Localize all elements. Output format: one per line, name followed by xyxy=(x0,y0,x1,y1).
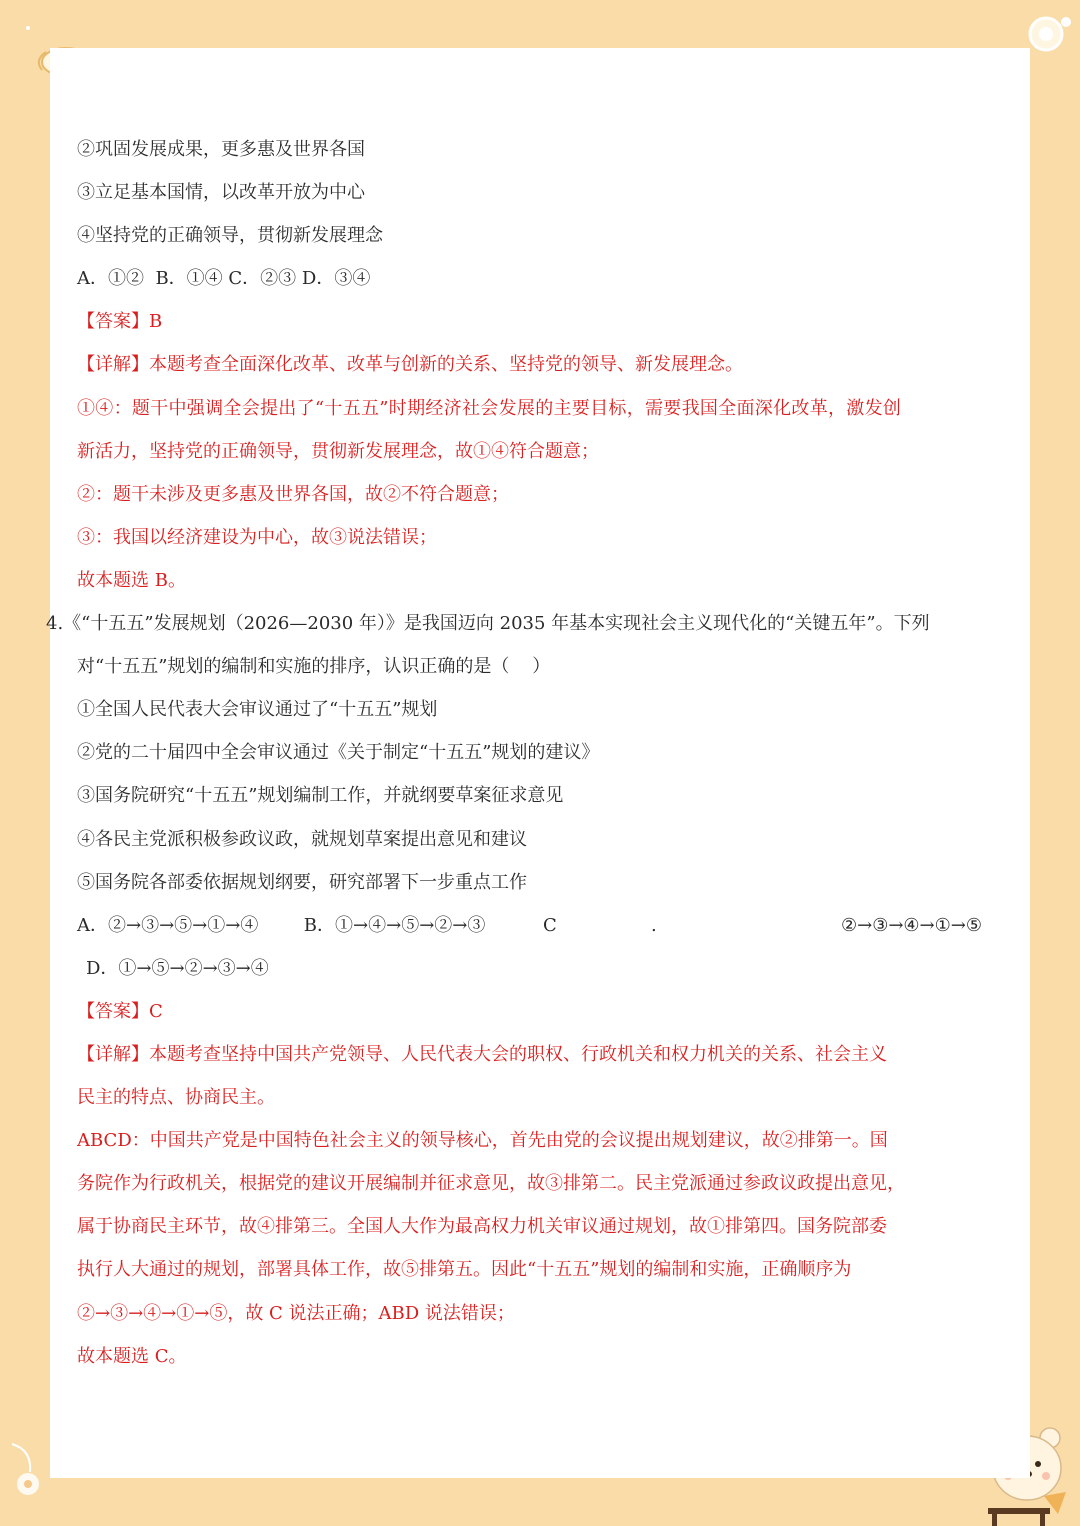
q4-option-4: ④各民主党派积极参政议政，就规划草案提出意见和建议 xyxy=(77,828,527,850)
choice-c-dot: . xyxy=(651,914,657,936)
q4-detail-line: 务院作为行政机关，根据党的建议开展编制并征求意见，故③排第二。民主党派通过参政议政提出意见， xyxy=(77,1173,905,1195)
q4-detail-line: 民主的特点、协商民主。 xyxy=(77,1087,275,1109)
q3-choices: A．①② B．①④ C．②③ D．③④ xyxy=(77,268,371,290)
q4-detail-line: 执行人大通过的规划，部署具体工作，故⑤排第五。因此“十五五”规划的编制和实施，正确顺序为 xyxy=(77,1259,852,1281)
q3-detail-line: 新活力，坚持党的正确领导，贯彻新发展理念，故①④符合题意； xyxy=(77,440,599,462)
choice-b: B．①→④→⑤→②→③ xyxy=(303,914,486,936)
flower-doodle-icon xyxy=(4,1440,50,1500)
q3-option-3: ③立足基本国情，以改革开放为中心 xyxy=(77,182,365,204)
q3-detail-line: ②：题干未涉及更多惠及世界各国，故②不符合题意； xyxy=(77,483,509,505)
q4-option-3: ③国务院研究“十五五”规划编制工作，并就纲要草案征求意见 xyxy=(77,785,564,807)
q3-detail-line: ①④：题干中强调全会提出了“十五五”时期经济社会发展的主要目标，需要我国全面深化改革，激发创 xyxy=(77,397,902,419)
choice-c-letter: C xyxy=(543,914,557,936)
choice-c-value: ②→③→④→①→⑤ xyxy=(840,914,982,936)
q3-answer: 【答案】B xyxy=(77,311,163,333)
q4-choices-row xyxy=(77,904,982,947)
q4-option-1: ①全国人民代表大会审议通过了“十五五”规划 xyxy=(77,699,438,721)
q3-conclusion: 故本题选 B。 xyxy=(77,569,186,591)
q4-stem-line: 4.《“十五五”发展规划（2026—2030 年）》是我国迈向 2035 年基本实现社会主义现代化的“关键五年”。下列 xyxy=(46,613,930,635)
choice-d: D．①→⑤→②→③→④ xyxy=(86,957,269,979)
q3-option-2: ②巩固发展成果，更多惠及世界各国 xyxy=(77,139,365,160)
q4-detail-line: ②→③→④→①→⑤，故 C 说法正确；ABD 说法错误； xyxy=(77,1302,515,1324)
q4-option-5: ⑤国务院各部委依据规划纲要，研究部署下一步重点工作 xyxy=(77,871,527,893)
q4-answer: 【答案】C xyxy=(77,1000,163,1022)
q4-detail-line: 【详解】本题考查坚持中国共产党领导、人民代表大会的职权、行政机关和权力机关的关系、社会主义 xyxy=(77,1043,887,1065)
sun-doodle-icon xyxy=(1022,6,1078,62)
choice-a: A．②→③→⑤→①→④ xyxy=(77,914,259,936)
q4-detail-line: ABCD：中国共产党是中国特色社会主义的领导核心，首先由党的会议提出规划建议，故②排第一。国 xyxy=(77,1130,888,1152)
q3-detail-line: 【详解】本题考查全面深化改革、改革与创新的关系、坚持党的领导、新发展理念。 xyxy=(77,354,743,376)
q4-detail-line: 属于协商民主环节，故④排第三。全国人大作为最高权力机关审议通过规划，故①排第四。国务院部委 xyxy=(77,1216,887,1238)
q4-stem-line: 对“十五五”规划的编制和实施的排序，认识正确的是（ ） xyxy=(77,656,551,678)
page-content xyxy=(46,128,982,1378)
q3-option-4: ④坚持党的正确领导，贯彻新发展理念 xyxy=(77,225,383,247)
q3-detail-line: ③：我国以经济建设为中心，故③说法错误； xyxy=(77,526,437,548)
q4-option-2: ②党的二十届四中全会审议通过《关于制定“十五五”规划的建议》 xyxy=(77,742,600,764)
q4-conclusion: 故本题选 C。 xyxy=(77,1345,187,1367)
